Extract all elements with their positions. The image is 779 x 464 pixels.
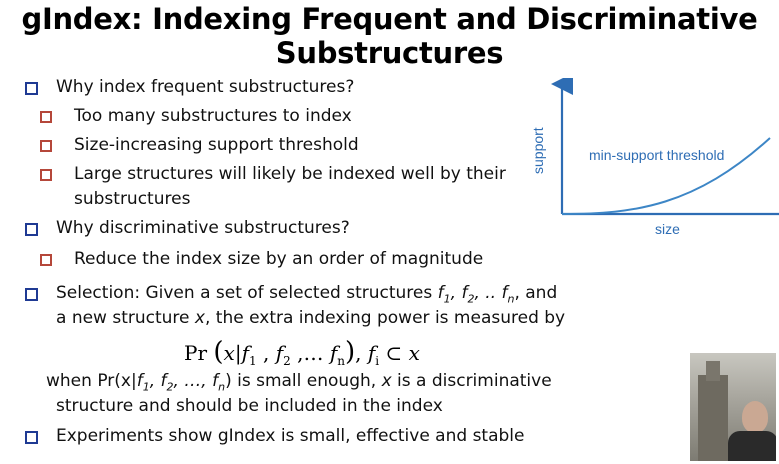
slide-title xyxy=(0,2,779,70)
title-line-1: gIndex: Indexing Frequent and Discriminative xyxy=(21,2,758,36)
presenter-webcam xyxy=(690,353,776,461)
bullet-selection-line-4: structure and should be included in the index xyxy=(56,396,443,416)
curve-label: min-support threshold xyxy=(589,147,725,163)
bullet-size-increasing: Size-increasing support threshold xyxy=(74,135,359,155)
bullet-selection-line-2: a new structure x, the extra indexing power is measured by xyxy=(56,308,566,328)
presenter-shirt xyxy=(728,431,776,461)
bullet-large-structures-1: Large structures will likely be indexed well by their xyxy=(74,164,506,184)
support-size-diagram xyxy=(525,78,779,242)
bullet-reduce-index: Reduce the index size by an order of magnitude xyxy=(74,249,484,269)
presenter-face xyxy=(742,401,768,433)
sub-bullet-square-icon xyxy=(40,254,52,266)
building-shape xyxy=(698,375,728,461)
bullet-square-icon xyxy=(25,431,38,444)
probability-formula: Pr ($x|f_1$ , $f_2$ ,… $f_n$), $f_i$ ⊂ x xyxy=(184,337,420,368)
sub-bullet-square-icon xyxy=(40,169,52,181)
bullet-selection-line-3: when $Pr(x|f_1$, $f_2$, …, $f_n$) is small enough, x is a discriminative xyxy=(46,371,552,394)
bullet-large-structures-2: substructures xyxy=(74,189,191,209)
bullet-selection-line-1: Selection: Given a set of selected structures $f_1$, $f_2$, .. $f_n$, and xyxy=(56,283,558,306)
bullet-square-icon xyxy=(25,288,38,301)
x-axis-label: size xyxy=(655,221,680,237)
bullet-why-frequent: Why index frequent substructures? xyxy=(56,77,355,97)
bullet-too-many: Too many substructures to index xyxy=(74,106,352,126)
bullet-experiments: Experiments show gIndex is small, effective and stable xyxy=(56,426,525,446)
bullet-why-discriminative: Why discriminative substructures? xyxy=(56,218,350,238)
sub-bullet-square-icon xyxy=(40,111,52,123)
y-axis-label: support xyxy=(530,127,546,174)
sub-bullet-square-icon xyxy=(40,140,52,152)
bullet-square-icon xyxy=(25,223,38,236)
building-top-shape xyxy=(706,361,720,381)
title-line-2: Substructures xyxy=(275,36,504,70)
bullet-square-icon xyxy=(25,82,38,95)
